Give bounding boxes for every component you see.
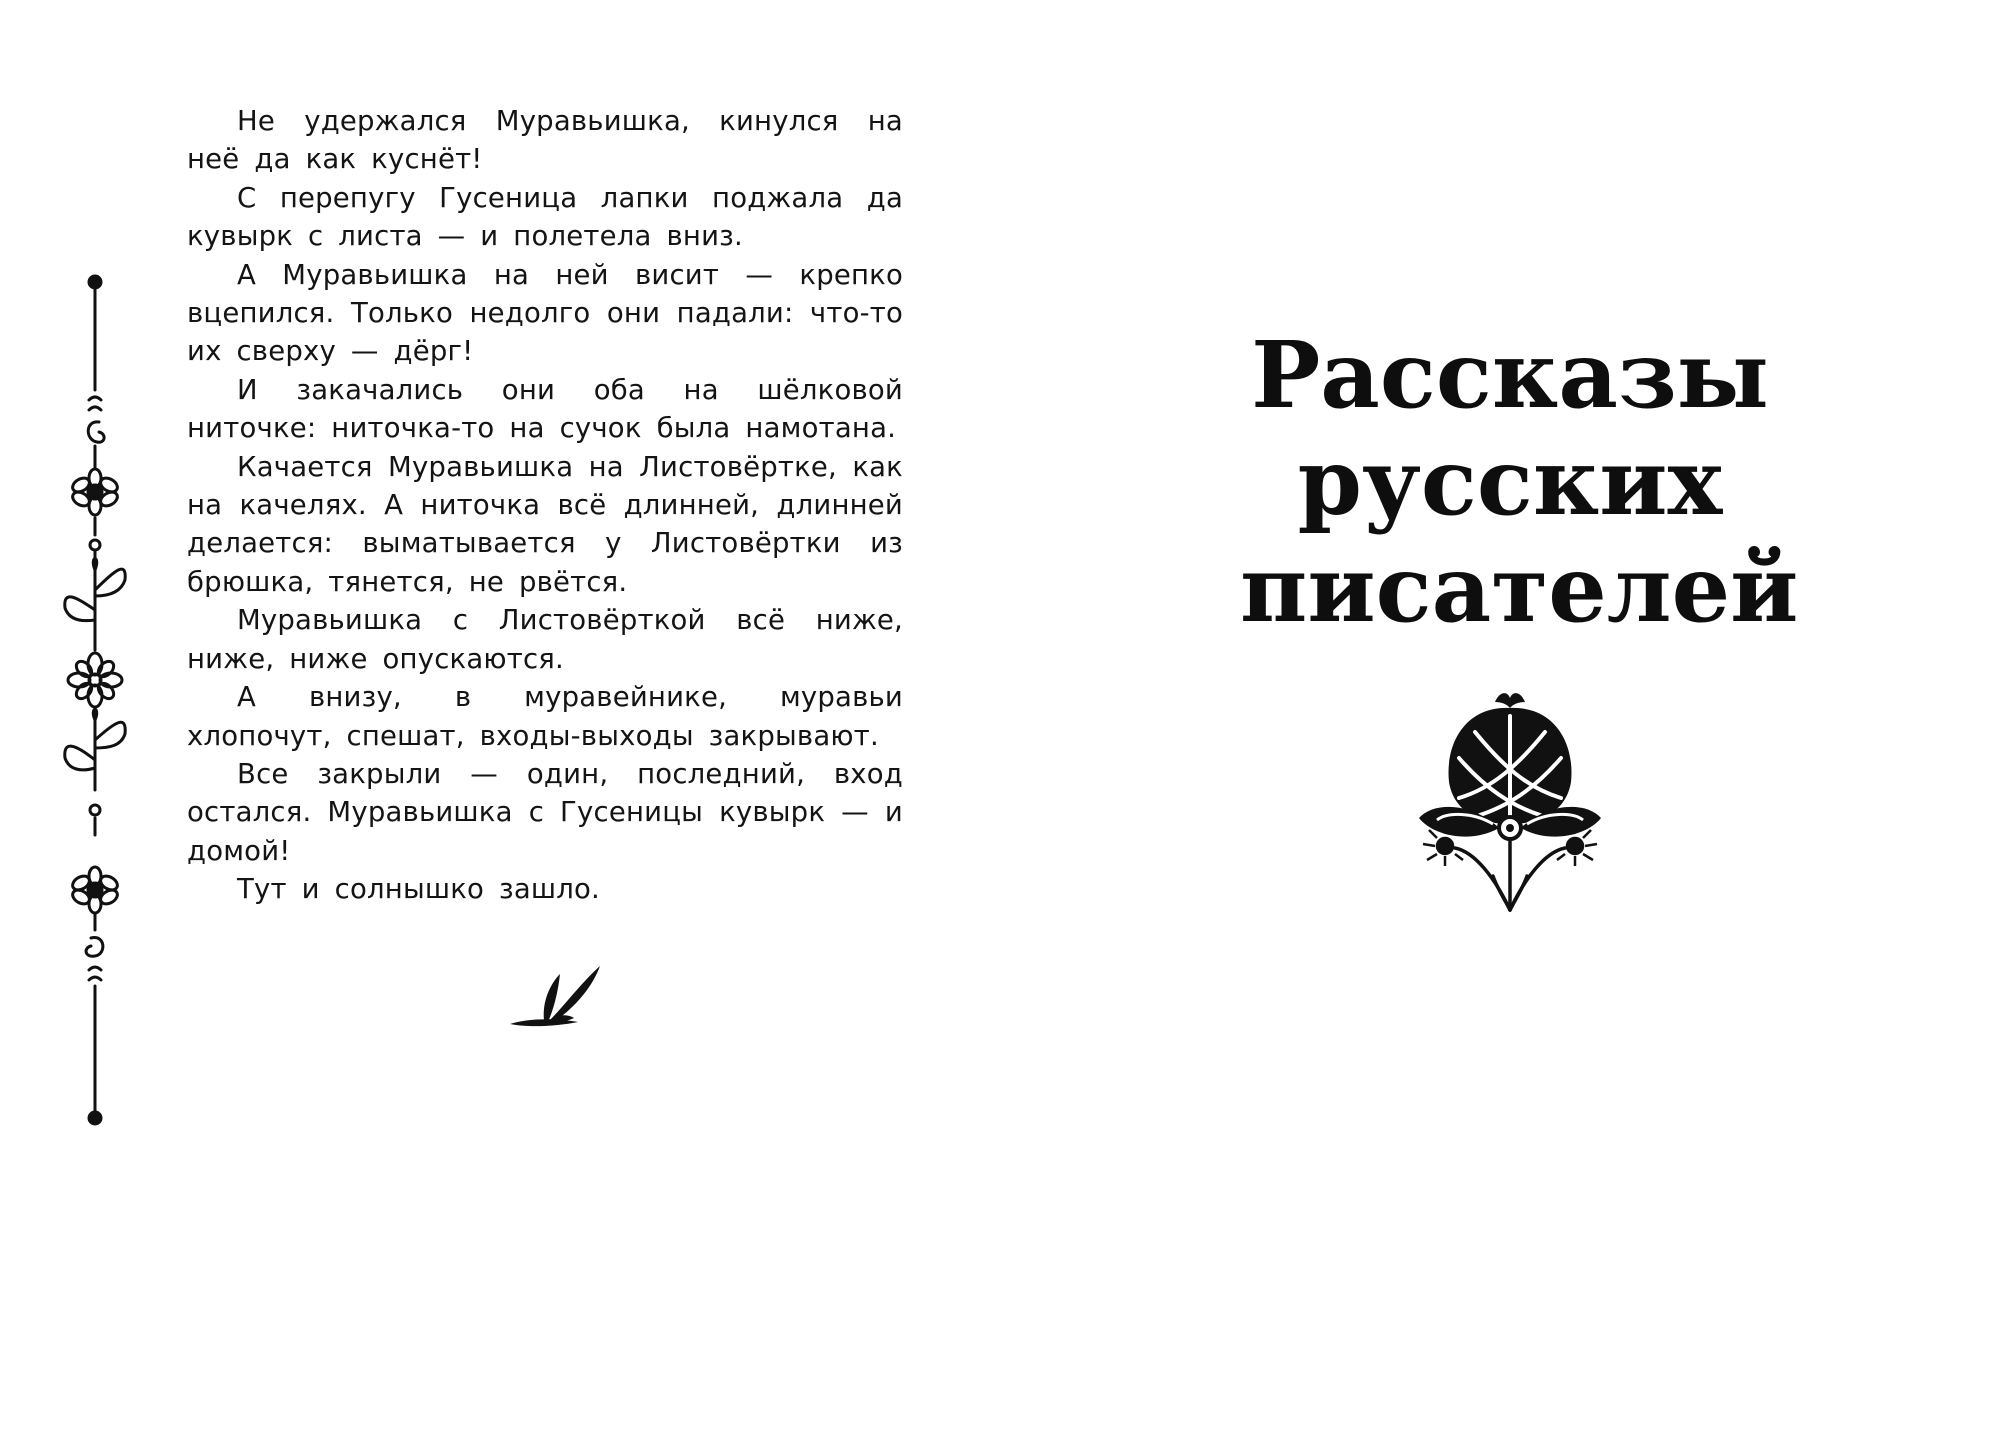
book-title xyxy=(1240,321,1799,643)
floral-vine-ornament-icon xyxy=(55,270,135,1130)
leaf-sprig-icon xyxy=(508,962,604,1032)
story-paragraph: С перепугу Гусеница лапки поджала да кувырк с листа — и полетела вниз. xyxy=(187,181,903,253)
story-paragraph: Качается Муравьишка на Листовёртке, как на качелях. А ниточка всё длинней, длинней делается: выматывается у Листовёртки из брюшка, тянется, не рвётся. xyxy=(187,450,903,598)
story-paragraph: Тут и солнышко зашло. xyxy=(237,873,600,906)
story-text-block xyxy=(187,102,903,909)
folk-flower-emblem-icon xyxy=(1415,688,1605,918)
title-line: Рассказы xyxy=(1251,321,1769,429)
story-paragraph: А внизу, в муравейнике, муравьи хлопочут, спешат, входы-выходы закрывают. xyxy=(187,681,903,752)
title-line: русских xyxy=(1297,428,1723,536)
title-line: писателей xyxy=(1240,535,1799,643)
story-paragraph: А Муравьишка на ней висит — крепко вцепился. Только недолго они падали: что-то их сверху — дёрг! xyxy=(187,258,903,368)
story-paragraph: Не удержался Муравьишка, кинулся на неё да как куснёт! xyxy=(187,105,903,176)
story-paragraph: И закачались они оба на шёлковой ниточке: ниточка-то на сучок была намотана. xyxy=(187,373,903,445)
story-paragraph: Все закрыли — один, последний, вход остался. Муравьишка с Гусеницы кувырк — и домой! xyxy=(187,757,903,867)
story-paragraph: Муравьишка с Листовёрткой всё ниже, ниже, ниже опускаются. xyxy=(187,604,903,675)
